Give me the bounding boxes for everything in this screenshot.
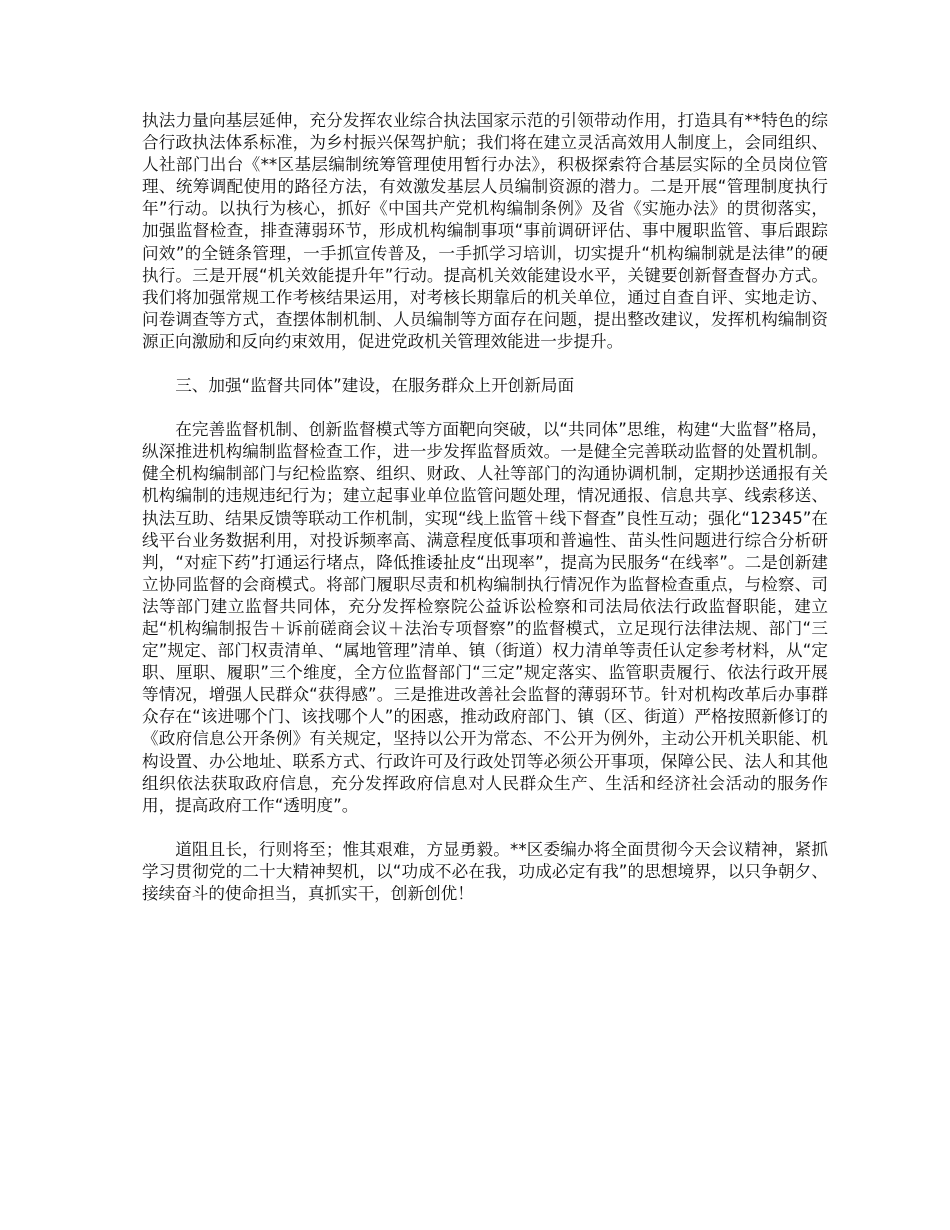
- paragraph-closing: 道阻且长，行则将至；惟其艰难，方显勇毅。**区委编办将全面贯彻今天会议精神，紧抓学习贯彻党的二十大精神契机，以“功成不必在我，功成必定有我”的思想境界，以只争朝夕、接续奋斗的使命担当，真抓实干，创新创优！: [142, 839, 828, 903]
- section-heading-3: 三、加强“监督共同体”建设，在服务群众上开创新局面: [175, 376, 575, 396]
- document-body: [142, 110, 828, 905]
- paragraph-continued: 执法力量向基层延伸，充分发挥农业综合执法国家示范的引领带动作用，打造具有**特色的综合行政执法体系标准，为乡村振兴保驾护航；我们将在建立灵活高效用人制度上，会同组织、人社部门出台《**区基层编制统筹管理使用暂行办法》，积极探索符合基层实际的全员岗位管理、统筹调配使用的路径方法，有效激发基层人员编制资源的潜力。二是开展“管理制度执行年”行动。以执行为核心，抓好《中国共产党机构编制条例》及省《实施办法》的贯彻落实，加强监督检查，排查薄弱环节，形成机构编制事项“事前调研评估、事中履职监管、事后跟踪问效”的全链条管理，一手抓宣传普及，一手抓学习培训，切实提升“机构编制就是法律”的硬执行。三是开展“机关效能提升年”行动。提高机关效能建设水平，关键要创新督查督办方式。我们将加强常规工作考核结果运用，对考核长期靠后的机关单位，通过自查自评、实地走访、问卷调查等方式，查摆体制机制、人员编制等方面存在问题，提出整改建议，发挥机构编制资源正向激励和反向约束效用，促进党政机关管理效能进一步提升。: [142, 111, 828, 351]
- paragraph-supervision: 在完善监督机制、创新监督模式等方面靶向突破，以“共同体”思维，构建“大监督”格局，纵深推进机构编制监督检查工作，进一步发挥监督质效。一是健全完善联动监督的处置机制。健全机构编制部门与纪检监察、组织、财政、人社等部门的沟通协调机制，定期抄送通报有关机构编制的违规违纪行为；建立起事业单位监管问题处理，情况通报、信息共享、线索移送、执法互助、结果反馈等联动工作机制，实现“线上监管＋线下督查”良性互动；强化“12345”在线平台业务数据利用，对投诉频率高、满意程度低事项和普遍性、苗头性问题进行综合分析研判，“对症下药”打通运行堵点，降低推诿扯皮“出现率”，提高为民服务“在线率”。二是创新建立协同监督的会商模式。将部门履职尽责和机构编制执行情况作为监督检查重点，与检察、司法等部门建立监督共同体，充分发挥检察院公益诉讼检察和司法局依法行政监督职能，建立起“机构编制报告＋诉前磋商会议＋法治专项督察”的监督模式，立足现行法律法规、部门“三定”规定、部门权责清单、“属地管理”清单、镇（街道）权力清单等责任认定参考材料，从“定职、厘职、履职”三个维度，全方位监督部门“三定”规定落实、监管职责履行、依法行政开展等情况，增强人民群众“获得感”。三是推进改善社会监督的薄弱环节。针对机构改革后办事群众存在“该进哪个门、该找哪个人”的困惑，推动政府部门、镇（区、街道）严格按照新修订的《政府信息公开条例》有关规定，坚持以公开为常态、不公开为例外，主动公开机关职能、机构设置、办公地址、联系方式、行政许可及行政处罚等必须公开事项，保障公民、法人和其他组织依法获取政府信息，充分发挥政府信息对人民群众生产、生活和经济社会活动的服务作用，提高政府工作“透明度”。: [142, 420, 828, 815]
